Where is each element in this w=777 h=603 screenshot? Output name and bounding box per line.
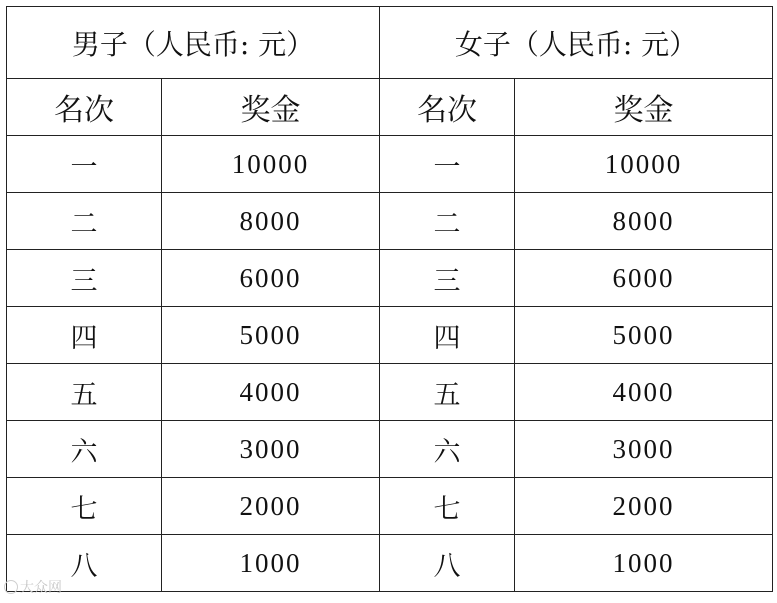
table-row (7, 478, 773, 535)
men-rank-cell: 七 (7, 478, 162, 535)
women-rank-cell: 六 (380, 421, 515, 478)
women-rank-header: 名次 (380, 79, 515, 136)
women-rank-cell: 五 (380, 364, 515, 421)
table-row (7, 136, 773, 193)
women-prize-header: 奖金 (515, 79, 773, 136)
women-prize-cell: 3000 (515, 421, 773, 478)
women-rank-cell: 二 (380, 193, 515, 250)
table-row (7, 421, 773, 478)
women-prize-cell: 5000 (515, 307, 773, 364)
table-row (7, 193, 773, 250)
men-prize-cell: 4000 (162, 364, 380, 421)
women-rank-cell: 八 (380, 535, 515, 592)
men-rank-cell: 五 (7, 364, 162, 421)
table-row (7, 535, 773, 592)
table-row (7, 364, 773, 421)
men-rank-cell: 一 (7, 136, 162, 193)
women-prize-cell: 8000 (515, 193, 773, 250)
table-row (7, 307, 773, 364)
men-prize-cell: 6000 (162, 250, 380, 307)
women-prize-cell: 10000 (515, 136, 773, 193)
men-rank-cell: 二 (7, 193, 162, 250)
men-rank-header: 名次 (7, 79, 162, 136)
women-rank-cell: 七 (380, 478, 515, 535)
men-rank-cell: 六 (7, 421, 162, 478)
women-group-header: 女子（人民币: 元） (380, 7, 773, 79)
men-prize-cell: 10000 (162, 136, 380, 193)
men-rank-cell: 四 (7, 307, 162, 364)
watermark-text: 大众网 (20, 580, 62, 596)
men-rank-cell: 三 (7, 250, 162, 307)
women-prize-cell: 1000 (515, 535, 773, 592)
men-prize-cell: 8000 (162, 193, 380, 250)
men-group-header: 男子（人民币: 元） (7, 7, 380, 79)
women-rank-cell: 一 (380, 136, 515, 193)
women-prize-cell: 6000 (515, 250, 773, 307)
men-prize-cell: 1000 (162, 535, 380, 592)
men-prize-cell: 5000 (162, 307, 380, 364)
women-rank-cell: 三 (380, 250, 515, 307)
group-header-row (7, 7, 773, 79)
prize-table (6, 6, 773, 592)
men-prize-cell: 2000 (162, 478, 380, 535)
women-rank-cell: 四 (380, 307, 515, 364)
table-row (7, 250, 773, 307)
women-prize-cell: 2000 (515, 478, 773, 535)
column-header-row (7, 79, 773, 136)
men-prize-header: 奖金 (162, 79, 380, 136)
men-prize-cell: 3000 (162, 421, 380, 478)
men-rank-cell: 八 (7, 535, 162, 592)
women-prize-cell: 4000 (515, 364, 773, 421)
